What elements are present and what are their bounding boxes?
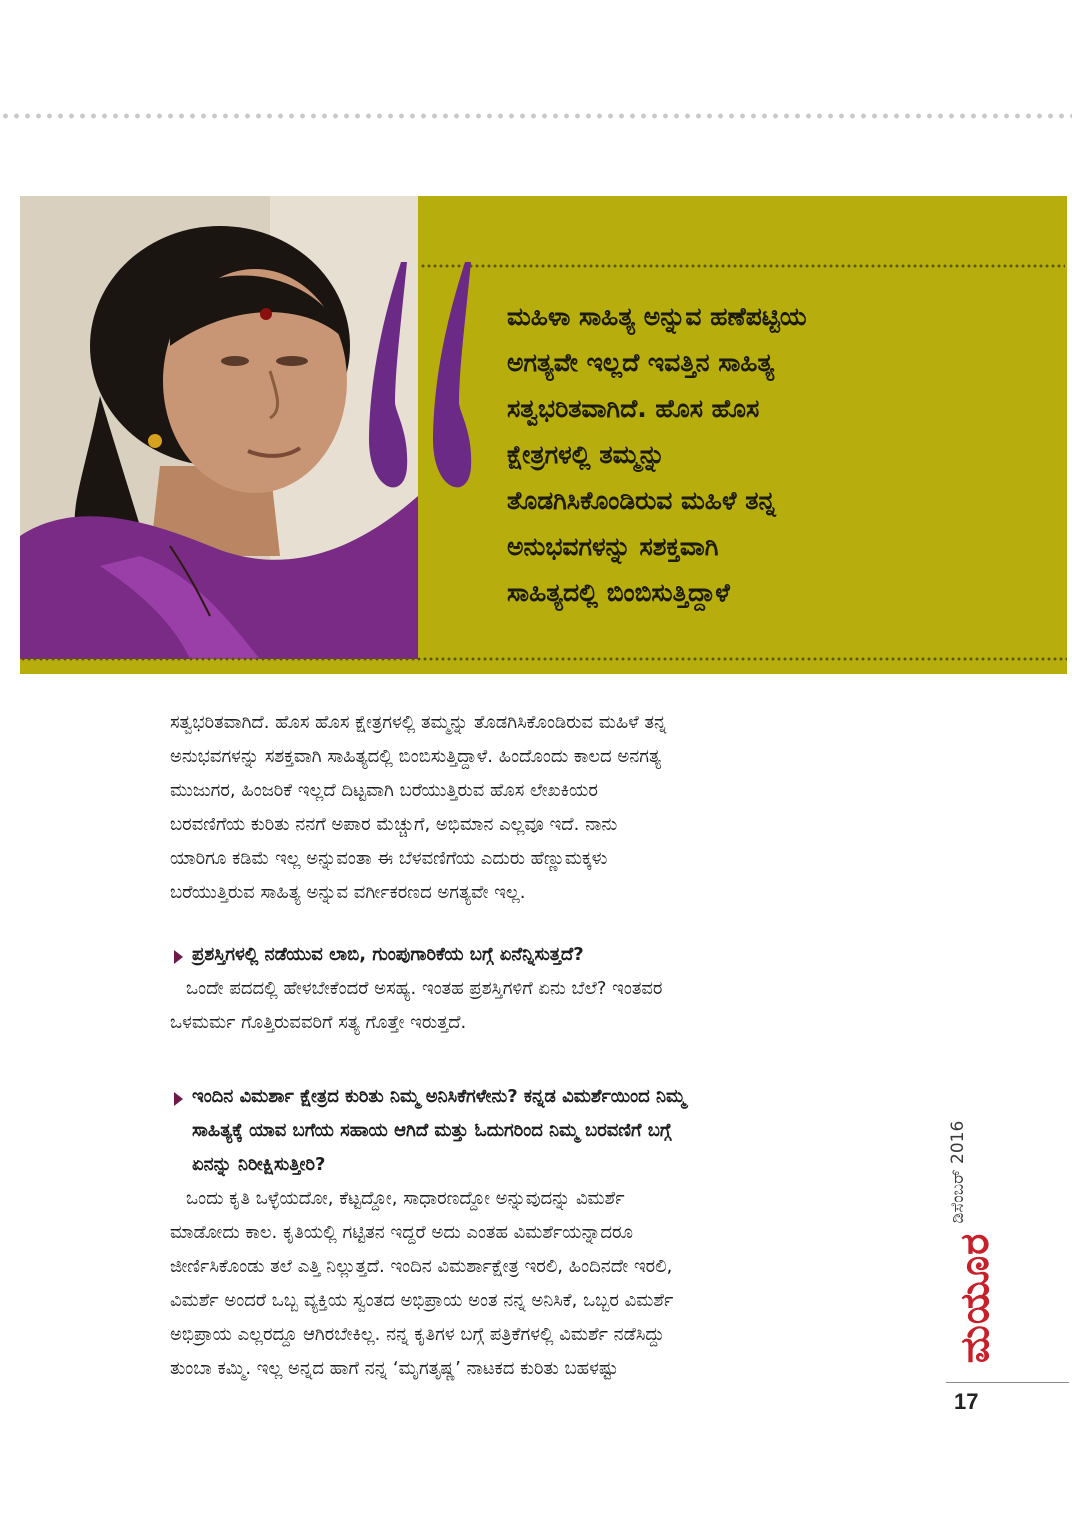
text-line: ಬರೆಯುತ್ತಿರುವ ಸಾಹಿತ್ಯ ಅನ್ನುವ ವರ್ಗೀಕರಣದ ಅಗತ್ಯವೇ ಇಲ್ಲ. bbox=[170, 882, 526, 903]
pull-quote-banner bbox=[20, 196, 1067, 674]
text-line: ಅನುಭವಗಳನ್ನು ಸಶಕ್ತವಾಗಿ ಸಾಹಿತ್ಯದಲ್ಲಿ ಬಿಂಬಿಸುತ್ತಿದ್ದಾಳೆ. ಹಿಂದೊಂದು ಕಾಲದ ಅನಗತ್ಯ bbox=[170, 746, 662, 767]
text-line: ಒಂದು ಕೃತಿ ಒಳ್ಳೆಯದೋ, ಕೆಟ್ಟದ್ದೋ, ಸಾಧಾರಣದ್ದೋ ಅನ್ನುವುದನ್ನು ವಿಮರ್ಶೆ bbox=[186, 1188, 625, 1209]
pull-quote-line: ಅಗತ್ಯವೇ ಇಲ್ಲದೆ ಇವತ್ತಿನ ಸಾಹಿತ್ಯ bbox=[507, 348, 775, 377]
top-dotted-rule bbox=[0, 112, 1072, 120]
pull-quote-line: ಸಾಹಿತ್ಯದಲ್ಲಿ ಬಿಂಬಿಸುತ್ತಿದ್ದಾಳೆ bbox=[507, 578, 730, 607]
text-line: ಜೀರ್ಣಿಸಿಕೊಂಡು ತಲೆ ಎತ್ತಿ ನಿಲ್ಲುತ್ತದೆ. ಇಂದಿನ ವಿಮರ್ಶಾಕ್ಷೇತ್ರ ಇರಲಿ, ಹಿಂದಿನದೇ ಇರಲಿ, bbox=[170, 1256, 673, 1277]
question-text: ಸಾಹಿತ್ಯಕ್ಕೆ ಯಾವ ಬಗೆಯ ಸಹಾಯ ಆಗಿದೆ ಮತ್ತು ಓದುಗರಿಂದ ನಿಮ್ಮ ಬರವಣಿಗೆ ಬಗ್ಗೆ bbox=[192, 1120, 672, 1141]
article-body bbox=[170, 706, 910, 1386]
question-text: ಏನನ್ನು ನಿರೀಕ್ಷಿಸುತ್ತೀರಿ? bbox=[192, 1154, 326, 1175]
question-1 bbox=[170, 938, 910, 972]
text-line: ಯಾರಿಗೂ ಕಡಿಮೆ ಇಲ್ಲ ಅನ್ನುವಂತಾ ಈ ಬೆಳವಣಿಗೆಯ ಎದುರು ಹೆಣ್ಣುಮಕ್ಕಳು bbox=[170, 848, 608, 869]
text-line: ಮಾಡೋದು ಕಾಲ. ಕೃತಿಯಲ್ಲಿ ಗಟ್ಟಿತನ ಇದ್ದರೆ ಅದು ಎಂತಹ ವಿಮರ್ಶೆಯನ್ನಾದರೂ bbox=[170, 1222, 633, 1243]
banner-dotted-rule-bottom bbox=[20, 657, 1067, 661]
text-line: ಬರವಣಿಗೆಯ ಕುರಿತು ನನಗೆ ಅಪಾರ ಮೆಚ್ಚುಗೆ, ಅಭಿಮಾನ ಎಲ್ಲವೂ ಇದೆ. ನಾನು bbox=[170, 814, 618, 835]
question-2 bbox=[170, 1080, 910, 1182]
answer-2 bbox=[170, 1182, 910, 1386]
pull-quote-line: ಕ್ಷೇತ್ರಗಳಲ್ಲಿ ತಮ್ಮನ್ನು bbox=[507, 440, 665, 469]
text-line: ವಿಮರ್ಶೆ ಅಂದರೆ ಒಬ್ಬ ವ್ಯಕ್ತಿಯ ಸ್ವಂತದ ಅಭಿಪ್ರಾಯ ಅಂತ ನನ್ನ ಅನಿಸಿಕೆ, ಒಬ್ಬರ ವಿಮರ್ಶೆ bbox=[170, 1290, 674, 1311]
question-text: ಇಂದಿನ ವಿಮರ್ಶಾ ಕ್ಷೇತ್ರದ ಕುರಿತು ನಿಮ್ಮ ಅನಿಸಿಕೆಗಳೇನು? ಕನ್ನಡ ವಿಮರ್ಶೆಯಿಂದ ನಿಮ್ಮ bbox=[192, 1086, 686, 1107]
pull-quote-line: ತೊಡಗಿಸಿಕೊಂಡಿರುವ ಮಹಿಳೆ ತನ್ನ bbox=[507, 486, 776, 515]
issue-date: ಡಿಸೆಂಬರ್ 2016 bbox=[948, 1120, 968, 1224]
quote-mark-icon bbox=[365, 262, 475, 516]
triangle-bullet-icon bbox=[174, 1092, 183, 1106]
triangle-bullet-icon bbox=[174, 950, 183, 964]
pull-quote-line: ಮಹಿಳಾ ಸಾಹಿತ್ಯ ಅನ್ನುವ ಹಣೆಪಟ್ಟಿಯ bbox=[507, 302, 807, 331]
page-number: 17 bbox=[954, 1389, 979, 1414]
answer-1 bbox=[170, 972, 910, 1040]
pull-quote-line: ಅನುಭವಗಳನ್ನು ಸಶಕ್ತವಾಗಿ bbox=[507, 532, 719, 561]
banner-dotted-rule-top bbox=[420, 264, 1065, 268]
text-line: ತುಂಬಾ ಕಮ್ಮಿ. ಇಲ್ಲ ಅನ್ನದ ಹಾಗೆ ನನ್ನ ‘ಮೃಗತೃಷ್ಣ’ ನಾಟಕದ ಕುರಿತು ಬಹಳಷ್ಟು bbox=[170, 1358, 619, 1379]
text-line: ಸತ್ವಭರಿತವಾಗಿದೆ. ಹೊಸ ಹೊಸ ಕ್ಷೇತ್ರಗಳಲ್ಲಿ ತಮ್ಮನ್ನು ತೊಡಗಿಸಿಕೊಂಡಿರುವ ಮಹಿಳೆ ತನ್ನ bbox=[170, 712, 667, 733]
portrait-illustration bbox=[20, 196, 418, 659]
magazine-logo: ಮಯೂರ bbox=[952, 1232, 998, 1364]
text-line: ಮುಜುಗರ, ಹಿಂಜರಿಕೆ ಇಲ್ಲದೆ ದಿಟ್ಟವಾಗಿ ಬರೆಯುತ್ತಿರುವ ಹೊಸ ಲೇಖಕಿಯರ bbox=[170, 780, 598, 801]
question-text: ಪ್ರಶಸ್ತಿಗಳಲ್ಲಿ ನಡೆಯುವ ಲಾಬಿ, ಗುಂಪುಗಾರಿಕೆಯ ಬಗ್ಗೆ ಏನೆನ್ನಿಸುತ್ತದೆ? bbox=[192, 944, 584, 965]
intro-paragraph bbox=[170, 706, 910, 910]
pull-quote-text bbox=[507, 294, 1047, 616]
text-line: ಒಂದೇ ಪದದಲ್ಲಿ ಹೇಳಬೇಕೆಂದರೆ ಅಸಹ್ಯ. ಇಂತಹ ಪ್ರಶಸ್ತಿಗಳಿಗೆ ಏನು ಬೆಲೆ? ಇಂತವರ bbox=[186, 978, 663, 999]
text-line: ಒಳಮರ್ಮ ಗೊತ್ತಿರುವವರಿಗೆ ಸತ್ಯ ಗೊತ್ತೇ ಇರುತ್ತದೆ. bbox=[170, 1012, 467, 1033]
text-line: ಅಭಿಪ್ರಾಯ ಎಲ್ಲರದ್ದೂ ಆಗಿರಬೇಕಿಲ್ಲ. ನನ್ನ ಕೃತಿಗಳ ಬಗ್ಗೆ ಪತ್ರಿಕೆಗಳಲ್ಲಿ ವಿಮರ್ಶೆ ನಡೆಸಿದ್ದು bbox=[170, 1324, 665, 1345]
portrait-photo bbox=[20, 196, 418, 659]
pull-quote-line: ಸತ್ವಭರಿತವಾಗಿದೆ. ಹೊಸ ಹೊಸ bbox=[507, 394, 760, 423]
page-number-rule bbox=[946, 1382, 1069, 1383]
